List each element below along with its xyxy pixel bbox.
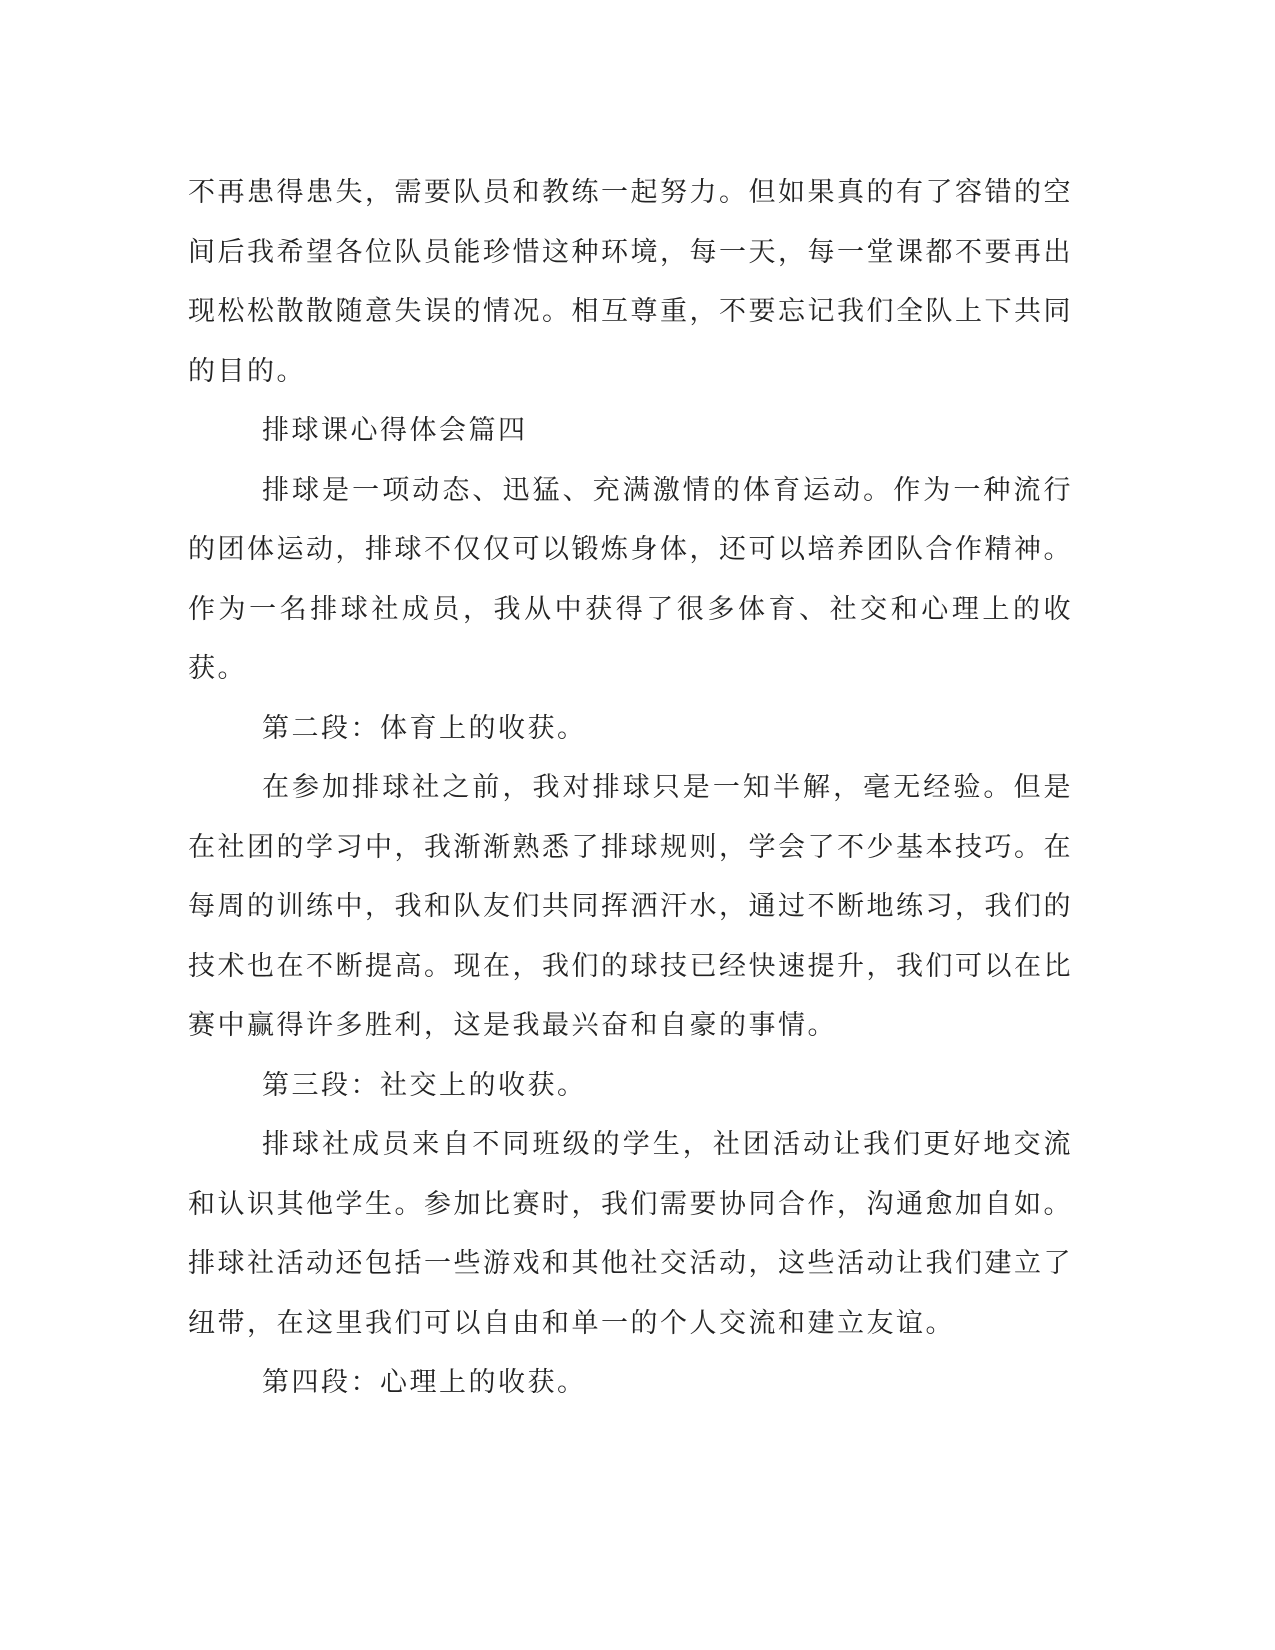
paragraph-section-two: 在参加排球社之前，我对排球只是一知半解，毫无经验。但是在社团的学习中，我渐渐熟悉了排球规则，学会了不少基本技巧。在每周的训练中，我和队友们共同挥洒汗水，通过不断地练习，我们的技术也在不断提高。现在，我们的球技已经快速提升，我们可以在比赛中赢得许多胜利，这是我最兴奋和自豪的事情。 [188, 772, 1073, 1041]
paragraph-intro: 排球是一项动态、迅猛、充满激情的体育运动。作为一种流行的团体运动，排球不仅仅可以锻炼身体，还可以培养团队合作精神。作为一名排球社成员，我从中获得了很多体育、社交和心理上的收获。 [188, 474, 1073, 684]
subheading-section-three: 第三段：社交上的收获。 [262, 1069, 587, 1101]
section-heading: 排球课心得体会篇四 [262, 415, 528, 446]
subheading-section-two: 第二段：体育上的收获。 [262, 712, 587, 744]
paragraph-continuation: 不再患得患失，需要队员和教练一起努力。但如果真的有了容错的空间后我希望各位队员能珍惜这种环境，每一天，每一堂课都不要再出现松松散散随意失误的情况。相互尊重，不要忘记我们全队上下共同的目的。 [188, 177, 1073, 387]
subheading-section-four: 第四段：心理上的收获。 [262, 1367, 587, 1398]
paragraph-section-three: 排球社成员来自不同班级的学生，社团活动让我们更好地交流和认识其他学生。参加比赛时，我们需要协同合作，沟通愈加自如。排球社活动还包括一些游戏和其他社交活动，这些活动让我们建立了纽带，在这里我们可以自由和单一的个人交流和建立友谊。 [188, 1129, 1073, 1339]
document-body [188, 163, 1073, 1413]
